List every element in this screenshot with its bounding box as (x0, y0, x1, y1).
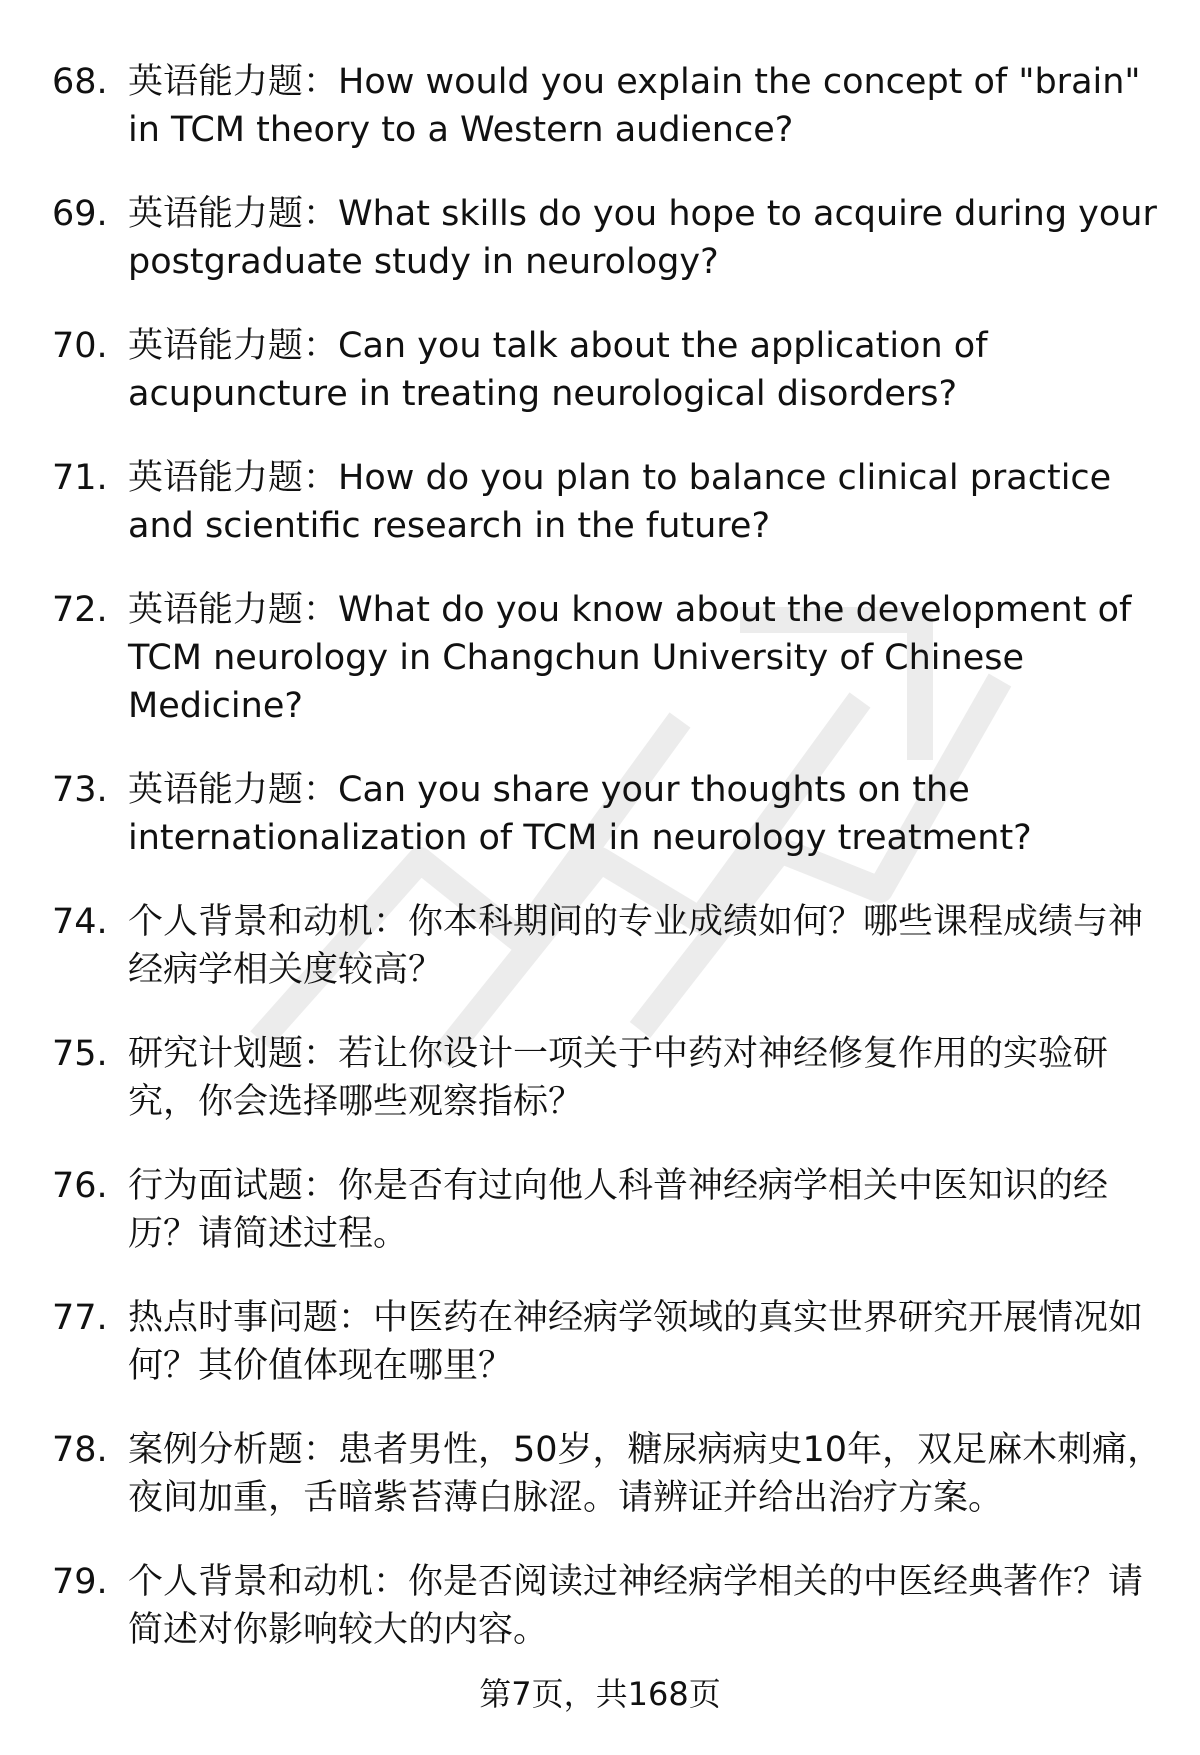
question-text: 英语能力题：What skills do you hope to acquire during your postgraduate study in neurology? (128, 194, 1157, 282)
question-item (0, 1294, 1200, 1390)
question-item (0, 1426, 1200, 1522)
question-text: 个人背景和动机：你本科期间的专业成绩如何？哪些课程成绩与神经病学相关度较高？ (128, 902, 1144, 990)
question-text: 案例分析题：患者男性，50岁，糖尿病病史10年，双足麻木刺痛，夜间加重，舌暗紫苔薄白脉涩。请辨证并给出治疗方案。 (128, 1430, 1163, 1518)
question-number: 78. (52, 1430, 108, 1470)
question-item (0, 1558, 1200, 1654)
question-item (0, 454, 1200, 550)
question-number: 70. (52, 326, 108, 366)
question-text: 英语能力题：Can you share your thoughts on the internationalization of TCM in neurology treatment? (128, 770, 1032, 858)
question-list (0, 58, 1200, 1690)
question-number: 72. (52, 590, 108, 630)
question-number: 74. (52, 902, 108, 942)
question-item (0, 322, 1200, 418)
question-number: 75. (52, 1034, 108, 1074)
question-item (0, 58, 1200, 154)
question-text: 个人背景和动机：你是否阅读过神经病学相关的中医经典著作？请简述对你影响较大的内容。 (128, 1562, 1144, 1650)
question-number: 76. (52, 1166, 108, 1206)
question-item (0, 766, 1200, 862)
question-item (0, 190, 1200, 286)
question-number: 77. (52, 1298, 108, 1338)
question-number: 69. (52, 194, 108, 234)
question-number: 79. (52, 1562, 108, 1602)
question-text: 英语能力题：How would you explain the concept of "brain" in TCM theory to a Western audience? (128, 62, 1141, 150)
question-text: 行为面试题：你是否有过向他人科普神经病学相关中医知识的经历？请简述过程。 (128, 1166, 1109, 1254)
question-item (0, 1162, 1200, 1258)
question-text: 英语能力题：Can you talk about the application of acupuncture in treating neurological disorders? (128, 326, 988, 414)
page-number-footer: 第7页，共168页 (479, 1675, 721, 1713)
question-number: 68. (52, 62, 108, 102)
question-text: 英语能力题：What do you know about the development of TCM neurology in Changchun University of Chinese Medicine? (128, 590, 1132, 726)
question-text: 热点时事问题：中医药在神经病学领域的真实世界研究开展情况如何？其价值体现在哪里？ (128, 1298, 1144, 1386)
question-number: 71. (52, 458, 108, 498)
question-item (0, 586, 1200, 730)
question-item (0, 898, 1200, 994)
question-text: 英语能力题：How do you plan to balance clinical practice and scientific research in the future? (128, 458, 1112, 546)
question-number: 73. (52, 770, 108, 810)
question-text: 研究计划题：若让你设计一项关于中药对神经修复作用的实验研究，你会选择哪些观察指标？ (128, 1034, 1109, 1122)
question-item (0, 1030, 1200, 1126)
